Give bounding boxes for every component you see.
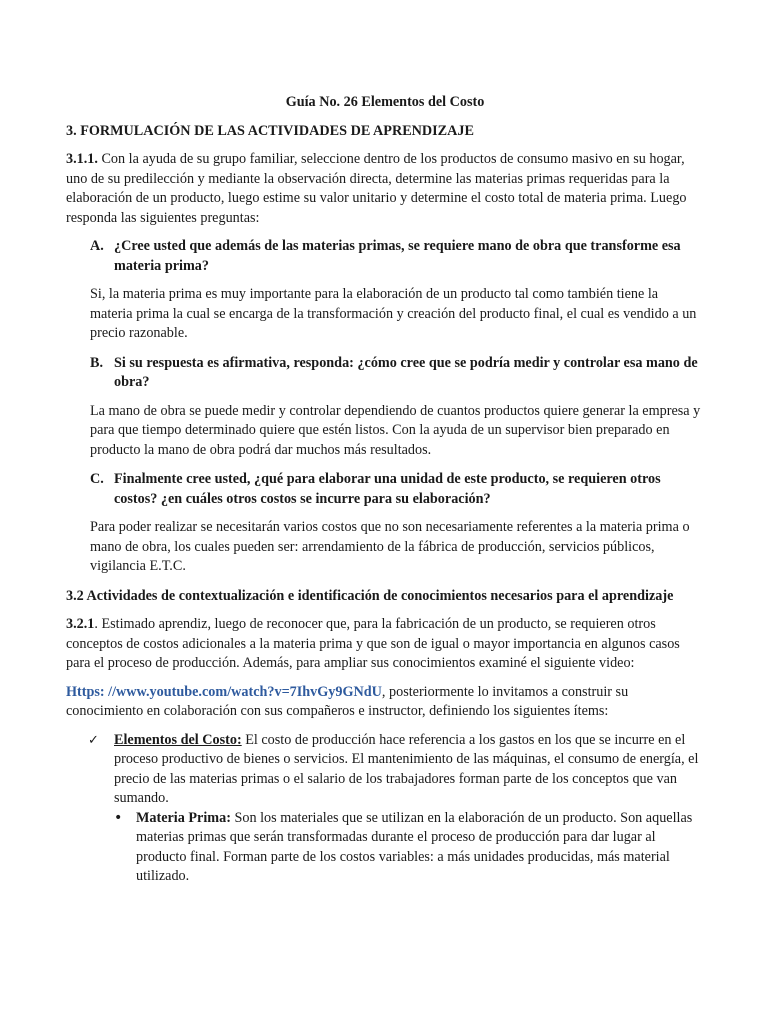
video-paragraph — [66, 683, 704, 722]
question-b — [66, 354, 704, 393]
section-3-2-heading: 3.2 Actividades de contextualización e identificación de conocimientos necesarios para el aprendizaje — [66, 587, 674, 604]
answer-c: Para poder realizar se necesitarán varios costos que no son necesariamente referentes a la materia prima o mano de obra, los cuales pueden ser: arrendamiento de la fábrica de producción, servicios públicos, vigilancia E.T.C. — [90, 519, 690, 574]
paragraph-text: . Estimado aprendiz, luego de reconocer que, para la fabricación de un producto, se requieren otros conceptos de costos adicionales a la materia prima y que son de igual o mayor importancia en algunos casos para el proceso de producción. Además, para ampliar sus conocimientos examiné el siguiente video: — [66, 616, 680, 671]
document-content — [66, 93, 704, 887]
answer-b: La mano de obra se puede medir y controlar dependiendo de cuantos productos quiere generar la empresa y para que tiempo determinado quiere que estén listos. Con la ayuda de un supervisor bien preparado en producto la mano de obra podrá dar muchos más resultados. — [90, 402, 701, 458]
bullet-icon: • — [114, 809, 123, 826]
paragraph-text: Con la ayuda de su grupo familiar, seleccione dentro de los productos de consumo masivo en su hogar, uno de su predilección y mediante la observación directa, determine las materias primas requeridas para la elaboración de un producto, luego estime su valor unitario y determine el costo total de materia prima. Luego responda las siguientes preguntas: — [66, 151, 687, 226]
question-text: Si su respuesta es afirmativa, responda: ¿cómo cree que se podría medir y controlar esa mano de obra? — [114, 354, 698, 390]
paragraph-text: , posteriormente lo invitamos a construir su conocimiento en colaboración con sus compañeros e instructor, definiendo los siguientes ítems: — [66, 683, 629, 719]
answer-a: Si, la materia prima es muy importante para la elaboración de un producto tal como también tiene la materia prima la cual se encarga de la transformación y creación del producto final, el cual es vendido a un precio razonable. — [90, 286, 697, 341]
video-link[interactable]: Https: //www.youtube.com/watch?v=7IhvGy9GNdU — [66, 683, 382, 700]
question-a — [66, 237, 704, 276]
paragraph-3-2-1 — [66, 615, 704, 674]
bullet-label: Materia Prima: — [136, 809, 231, 826]
checklist-text — [114, 731, 704, 809]
section-3-heading: 3. FORMULACIÓN DE LAS ACTIVIDADES DE APRENDIZAJE — [66, 122, 474, 139]
bullet-item-materia-prima — [114, 809, 704, 887]
checkmark-icon: ✓ — [88, 732, 99, 748]
paragraph-number: 3.1.1. — [66, 151, 98, 167]
question-text: ¿Cree usted que además de las materias primas, se requiere mano de obra que transforme esa materia prima? — [114, 238, 681, 274]
document-title: Guía No. 26 Elementos del Costo — [285, 94, 485, 110]
checklist-body: El costo de producción hace referencia a los gastos en los que se incurre en el proceso productivo de bienes o servicios. El mantenimiento de las máquinas, el consumo de energía, el precio de las materias primas o el salario de los trabajadores forman parte de los conceptos que van sumando. — [114, 731, 699, 806]
question-letter: B. — [90, 354, 104, 371]
question-c — [66, 470, 704, 509]
question-letter: A. — [90, 238, 104, 254]
question-text: Finalmente cree usted, ¿qué para elaborar una unidad de este producto, se requieren otros costos? ¿en cuáles otros costos se incurre para su elaboración? — [114, 471, 661, 507]
checklist-item-elementos — [66, 731, 704, 809]
bullet-text — [136, 809, 704, 887]
checklist-label: Elementos del Costo: — [114, 731, 242, 748]
bullet-body: Son los materiales que se utilizan en la elaboración de un producto. Son aquellas materias primas que serán transformadas durante el proceso de producción para dar lugar al producto final. Forman parte de los costos variables: a más unidades producidas, más material utilizado. — [136, 809, 693, 884]
paragraph-3-1-1 — [66, 150, 704, 228]
question-letter: C. — [90, 471, 104, 487]
paragraph-number: 3.2.1 — [66, 616, 95, 632]
